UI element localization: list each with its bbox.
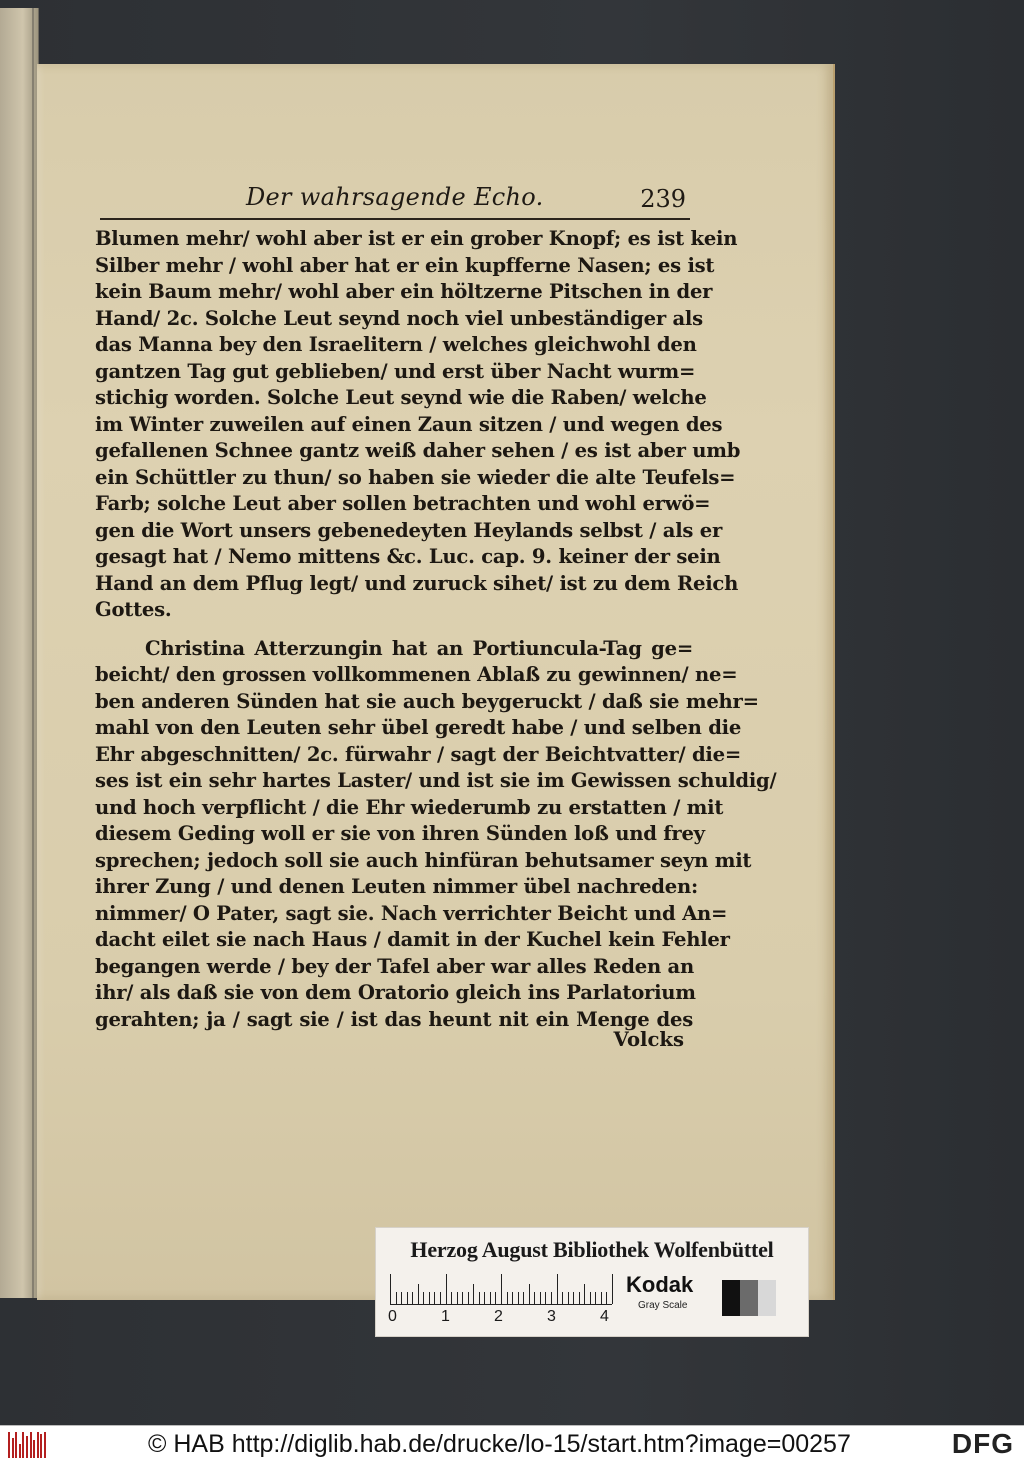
text-line: Blumen mehr/ wohl aber ist er ein grober Knopf; es ist kein — [95, 227, 738, 250]
head-rule — [100, 218, 690, 220]
text-line: begangen werde / bey der Tafel aber war alles Reden an — [95, 954, 694, 978]
ruler-tick — [568, 1292, 569, 1304]
text-line: stichig worden. Solche Leut seynd wie die Raben/ welche — [95, 386, 707, 409]
text-line: nimmer/ O Pater, sagt sie. Nach verrichter Beicht und An= — [95, 901, 728, 925]
text-line: kein Baum mehr/ wohl aber ein höltzerne Pitschen in der — [95, 280, 713, 303]
ruler-tick — [423, 1292, 424, 1304]
ruler-tick — [440, 1292, 441, 1304]
ruler-tick — [534, 1292, 535, 1304]
text-line: ein Schüttler zu thun/ so haben sie wieder die alte Teufels= — [95, 465, 736, 489]
ruler-tick — [595, 1292, 596, 1304]
text-line: gantzen Tag gut geblieben/ und erst über Nacht wurm= — [95, 359, 696, 383]
ruler-tick — [451, 1292, 452, 1304]
color-target-card — [376, 1228, 808, 1336]
ruler-label: 4 — [600, 1308, 609, 1325]
ruler-tick — [457, 1292, 458, 1304]
running-head — [246, 183, 686, 223]
ruler-tick — [401, 1292, 402, 1304]
ruler-tick — [584, 1284, 585, 1304]
ruler-tick — [462, 1292, 463, 1304]
gray-swatch — [722, 1280, 740, 1316]
ruler-tick — [479, 1292, 480, 1304]
text-line: gen die Wort unsers gebenedeyten Heylands selbst / als er — [95, 518, 723, 542]
ruler-label: 1 — [441, 1308, 450, 1325]
ruler-tick — [518, 1292, 519, 1304]
text-line: ihrer Zung / und denen Leuten nimmer übel nachreden: — [95, 875, 698, 898]
page-number: 239 — [640, 185, 686, 213]
ruler-tick — [579, 1292, 580, 1304]
text-line: das Manna bey den Israelitern / welches gleichwohl den — [95, 333, 697, 356]
viewer-footer — [0, 1425, 1024, 1464]
ruler-tick — [484, 1292, 485, 1304]
text-line: Christina Atterzungin hat an Portiuncula-Tag ge= — [145, 636, 693, 660]
catchword: Volcks — [613, 1028, 684, 1051]
ruler-tick — [412, 1292, 413, 1304]
ruler-tick — [418, 1284, 419, 1304]
ruler-tick — [390, 1274, 391, 1304]
gray-swatch — [740, 1280, 758, 1316]
ruler-tick — [495, 1292, 496, 1304]
text-line: Silber mehr / wohl aber hat er ein kupfferne Nasen; es ist — [95, 253, 715, 277]
ruler-tick — [446, 1274, 447, 1304]
text-line: dacht eilet sie nach Haus / damit in der Kuchel kein Fehler — [95, 928, 730, 951]
text-line: Hand an dem Pflug legt/ und zuruck sihet/ ist zu dem Reich — [95, 571, 739, 595]
text-line: im Winter zuweilen auf einen Zaun sitzen / und wegen des — [95, 412, 723, 436]
ruler-tick — [606, 1292, 607, 1304]
ruler-tick — [512, 1292, 513, 1304]
ruler-tick — [468, 1292, 469, 1304]
library-name: Herzog August Bibliothek Wolfenbüttel — [410, 1237, 774, 1262]
text-line: diesem Geding woll er sie von ihren Sünden loß und frey — [95, 822, 705, 845]
text-line: sprechen; jedoch soll sie auch hinfüran behutsamer seyn mit — [95, 848, 752, 872]
text-line: gerahten; ja / sagt sie / ist das heunt nit ein Menge des — [95, 1007, 693, 1031]
ruler-tick — [590, 1292, 591, 1304]
scale-ruler — [390, 1270, 612, 1305]
ruler-labels — [388, 1308, 628, 1328]
previous-page-edge — [0, 8, 39, 1298]
ruler-tick — [529, 1284, 530, 1304]
text-line: beicht/ den grossen vollkommenen Ablaß zu gewinnen/ ne= — [95, 663, 738, 686]
ruler-label: 0 — [388, 1308, 397, 1325]
body-text — [95, 226, 777, 1033]
text-line: ses ist ein sehr hartes Laster/ und ist sie im Gewissen schuldig/ — [95, 769, 777, 792]
text-line: Gottes. — [95, 598, 172, 621]
ruler-tick — [523, 1292, 524, 1304]
ruler-tick — [601, 1292, 602, 1304]
ruler-tick — [551, 1292, 552, 1304]
ruler-tick — [407, 1292, 408, 1304]
ruler-tick — [557, 1274, 558, 1304]
gray-scale-label: Gray Scale — [638, 1300, 688, 1311]
text-line: und hoch verpflicht / die Ehr wiederumb zu erstatten / mit — [95, 795, 724, 819]
ruler-label: 2 — [494, 1308, 503, 1325]
kodak-logo: Kodak — [626, 1272, 694, 1297]
barcode-logo-icon — [8, 1432, 48, 1458]
gray-swatch — [758, 1280, 776, 1316]
text-line: Farb; solche Leut aber sollen betrachten und wohl erwö= — [95, 492, 711, 515]
ruler-tick — [562, 1292, 563, 1304]
ruler-tick — [507, 1292, 508, 1304]
text-line: ihr/ als daß sie von dem Oratorio gleich ins Parlatorium — [95, 981, 696, 1004]
dfg-logo: DFG — [951, 1428, 1014, 1459]
ruler-tick — [396, 1292, 397, 1304]
text-line: gesagt hat / Nemo mittens &c. Luc. cap. 9. keiner der sein — [95, 545, 721, 568]
ruler-tick — [545, 1292, 546, 1304]
ruler-tick — [540, 1292, 541, 1304]
text-line: gefallenen Schnee gantz weiß daher sehen / es ist aber umb — [95, 439, 741, 462]
ruler-tick — [473, 1284, 474, 1304]
credit-link[interactable]: © HAB http://diglib.hab.de/drucke/lo-15/start.htm?image=00257 — [148, 1430, 851, 1458]
text-line: ben anderen Sünden hat sie auch beygeruckt / daß sie mehr= — [95, 689, 759, 713]
ruler-tick — [429, 1292, 430, 1304]
ruler-tick — [490, 1292, 491, 1304]
text-line: Ehr abgeschnitten/ 2c. fürwahr / sagt der Beichtvatter/ die= — [95, 742, 741, 766]
ruler-tick — [501, 1274, 502, 1304]
text-line: Hand/ 2c. Solche Leut seynd noch viel unbeständiger als — [95, 306, 703, 330]
ruler-tick — [612, 1274, 613, 1304]
text-line: mahl von den Leuten sehr übel geredt habe / und selben die — [95, 716, 742, 739]
ruler-tick — [434, 1292, 435, 1304]
running-title: Der wahrsagende Echo. — [246, 183, 544, 211]
ruler-label: 3 — [547, 1308, 556, 1325]
ruler-tick — [573, 1292, 574, 1304]
